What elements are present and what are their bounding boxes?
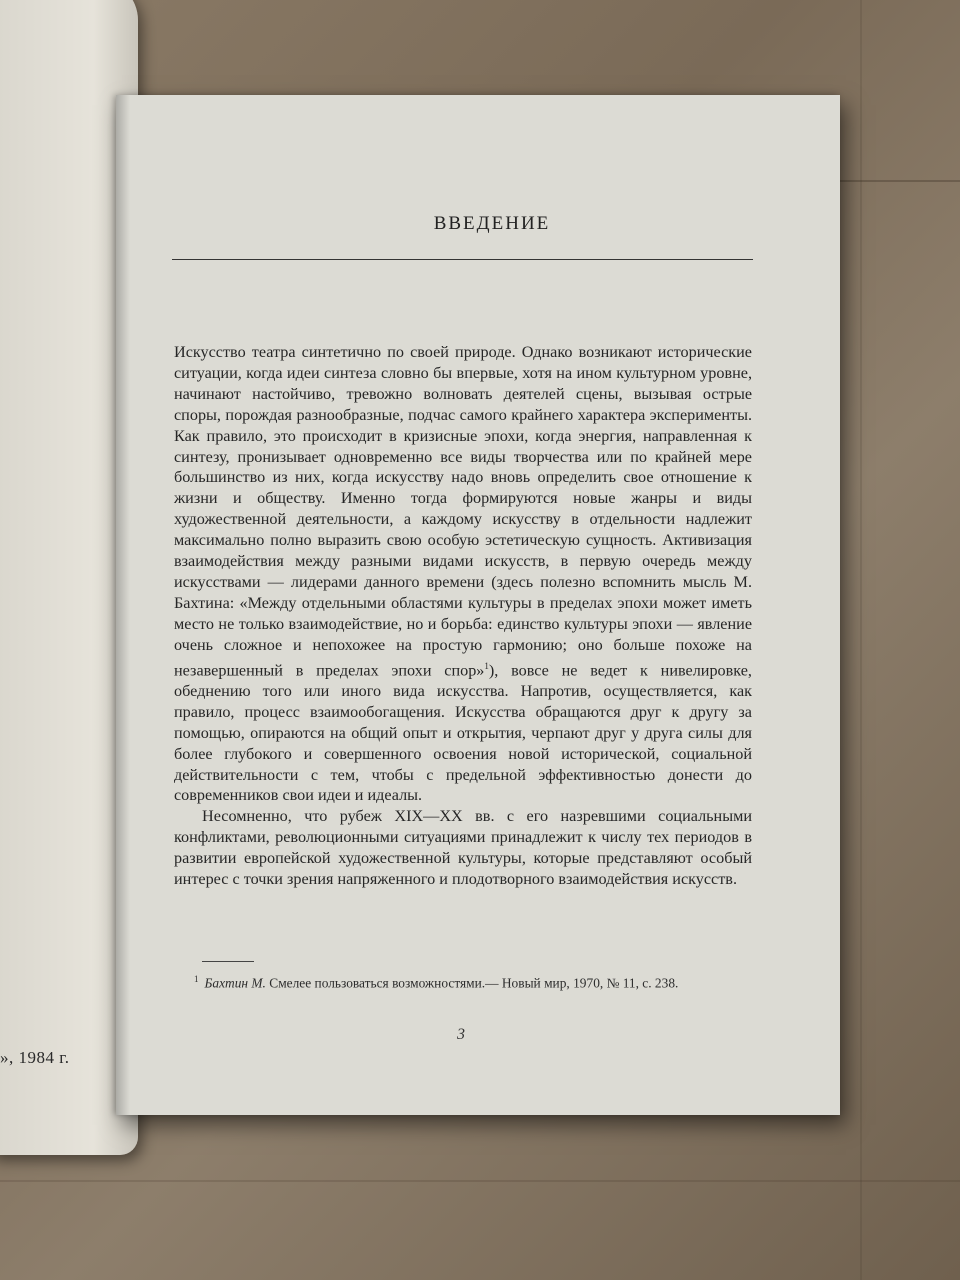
footnote-text: Смелее пользоваться возможностями.— Новый мир, 1970, № 11, с. 238. [269,975,679,991]
book-page [116,95,840,1115]
imprint-text: », 1984 г. [0,1048,70,1067]
paragraph [174,342,752,806]
footnote-rule [202,961,254,962]
body-text [174,342,752,890]
page-number: 3 [457,1026,465,1043]
cardboard-seam [860,0,862,1280]
paragraph-text: ), вовсе не ведет к нивелировке, обеднению того или иного вида искусства. Напротив, осуществляется, как правило, процесс взаимообогащения. Искусства обращаются друг к другу за помощью, опираются на общий опыт и открытия, черпают друг у друга силы для более глубокого и совершенного освоения новой исторической, социальной действительности с тем, чтобы с предельной эффективностью донести до современников свои идеи и идеалы. [174,660,752,805]
page-gutter-shadow [116,95,130,1115]
heading-rule [172,259,753,260]
footnote-author: Бахтин М. [204,975,266,991]
footnote [194,971,754,991]
chapter-heading: ВВЕДЕНИЕ [433,213,551,234]
footnote-reference: 1 [484,660,489,671]
paragraph-text: Искусство театра синтетично по своей природе. Однако возникают исторические ситуации, когда идеи синтеза словно бы впервые, хотя на ином культурном уровне, начинают настойчиво, тревожно волновать деятелей сцены, вызывая острые споры, порождая разнообразные, подчас самого крайнего характера эксперименты. Как правило, это происходит в кризисные эпохи, когда энергия, направленная к синтезу, пронизывает одновременно все виды творчества или по крайней мере большинство из них, когда искусству надо вновь определить свое отношение к жизни и обществу. Именно тогда формируются новые жанры и виды художественной деятельности, а каждому искусству в отдельности надлежит максимально полно выразить свою особую эстетическую сущность. Активизация взаимодействия между разными видами искусств, в первую очередь между искусствами — лидерами данного времени (здесь полезно вспомнить мысль М. Бахтина: «Между отдельными областями культуры в пределах эпохи может иметь место не только взаимодействие, но и борьба: единство культуры эпохи — явление очень сложное и непохожее на простую гармонию; оно больше похоже на незавершенный в пределах эпохи спор» [174,343,752,679]
footnote-mark: 1 [194,974,199,984]
cardboard-seam [0,1180,960,1182]
paragraph: Несомненно, что рубеж XIX—XX вв. с его назревшими социальными конфликтами, революционными ситуациями принадлежит к числу тех периодов в развитии европейской художественной культуры, которые представляют особый интерес с точки зрения напряженного и плодотворного взаимодействия искусств. [174,807,752,889]
